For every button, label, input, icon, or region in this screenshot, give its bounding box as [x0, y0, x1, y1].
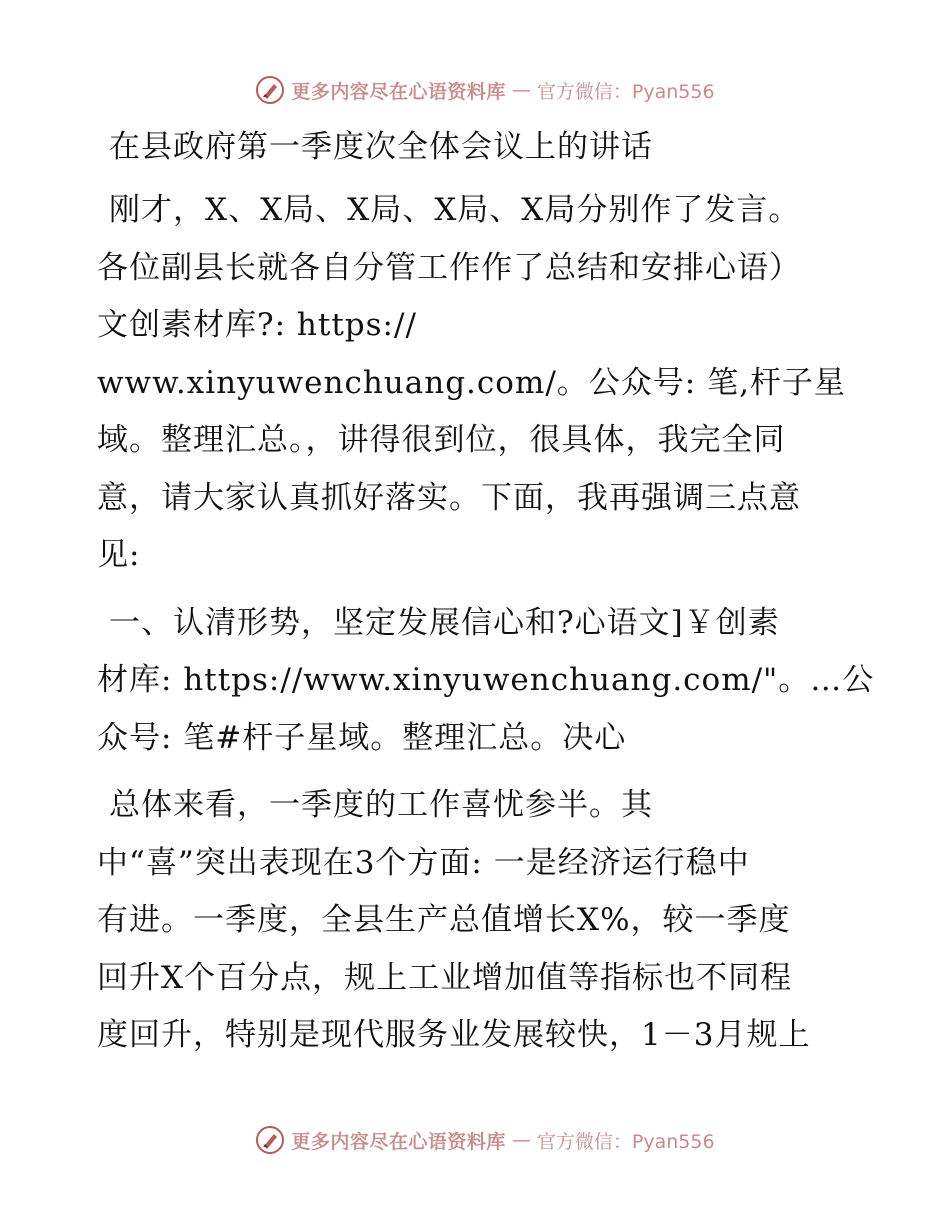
- paragraph-line: 刚才，X、X局、X局、X局、X局分别作了发言。: [109, 192, 801, 228]
- paragraph-line: 意，请大家认真抓好落实。下面，我再强调三点意: [97, 479, 801, 516]
- paragraph-line: 各位副县长就各自分管工作作了总结和安排心语）: [97, 249, 801, 286]
- footer-watermark-banner: [0, 1120, 950, 1160]
- banner-separator: —: [511, 1129, 531, 1151]
- banner-inner: [255, 75, 714, 105]
- banner-wechat-text: 官方微信：Pyan556: [536, 1130, 715, 1153]
- paragraph-line: 度回升，特别是现代服务业发展较快，1－3月规上: [97, 1017, 811, 1053]
- banner-inner: [255, 1125, 714, 1155]
- banner-brand-text: 更多内容尽在心语资料库: [291, 1130, 506, 1153]
- paragraph-3: [97, 777, 857, 1065]
- paragraph-line: www.xinyuwenchuang.com/。公众号: 笔,杆子星: [97, 364, 846, 401]
- paragraph-line: 见:: [97, 537, 141, 573]
- banner-wechat-text: 官方微信：Pyan556: [536, 80, 715, 103]
- header-watermark-banner: [0, 70, 950, 110]
- document-title: 在县政府第一季度次全体会议上的讲话: [109, 129, 653, 165]
- paragraph-line: 众号: 笔#杆子星域。整理汇总。决心: [97, 719, 627, 756]
- pen-nib-logo-icon: [255, 75, 285, 105]
- paragraph-line: 中“喜”突出表现在3个方面: 一是经济运行稳中: [97, 844, 750, 881]
- document-body: [97, 124, 875, 1067]
- paragraph-line: 总体来看，一季度的工作喜忧参半。其: [109, 787, 653, 823]
- paragraph-2: [97, 595, 875, 768]
- paragraph-line: 域。整理汇总。，讲得很到位，很具体，我完全同: [97, 422, 786, 458]
- paragraph-line: 材库: https://www.xinyuwenchuang.com/"。…公: [97, 662, 875, 698]
- paragraph-1: [97, 182, 857, 585]
- paragraph-line: 有进。一季度，全县生产总值增长X%，较一季度: [97, 902, 791, 938]
- paragraph-line: 文创素材库?: https://: [97, 307, 417, 343]
- paragraph-line: 回升X个百分点，规上工业增加值等指标也不同程: [97, 959, 793, 996]
- banner-separator: —: [511, 79, 531, 101]
- pen-nib-logo-icon: [255, 1125, 285, 1155]
- paragraph-line: 一、认清形势，坚定发展信心和?心语文]￥创素: [109, 604, 780, 641]
- banner-brand-text: 更多内容尽在心语资料库: [291, 80, 506, 103]
